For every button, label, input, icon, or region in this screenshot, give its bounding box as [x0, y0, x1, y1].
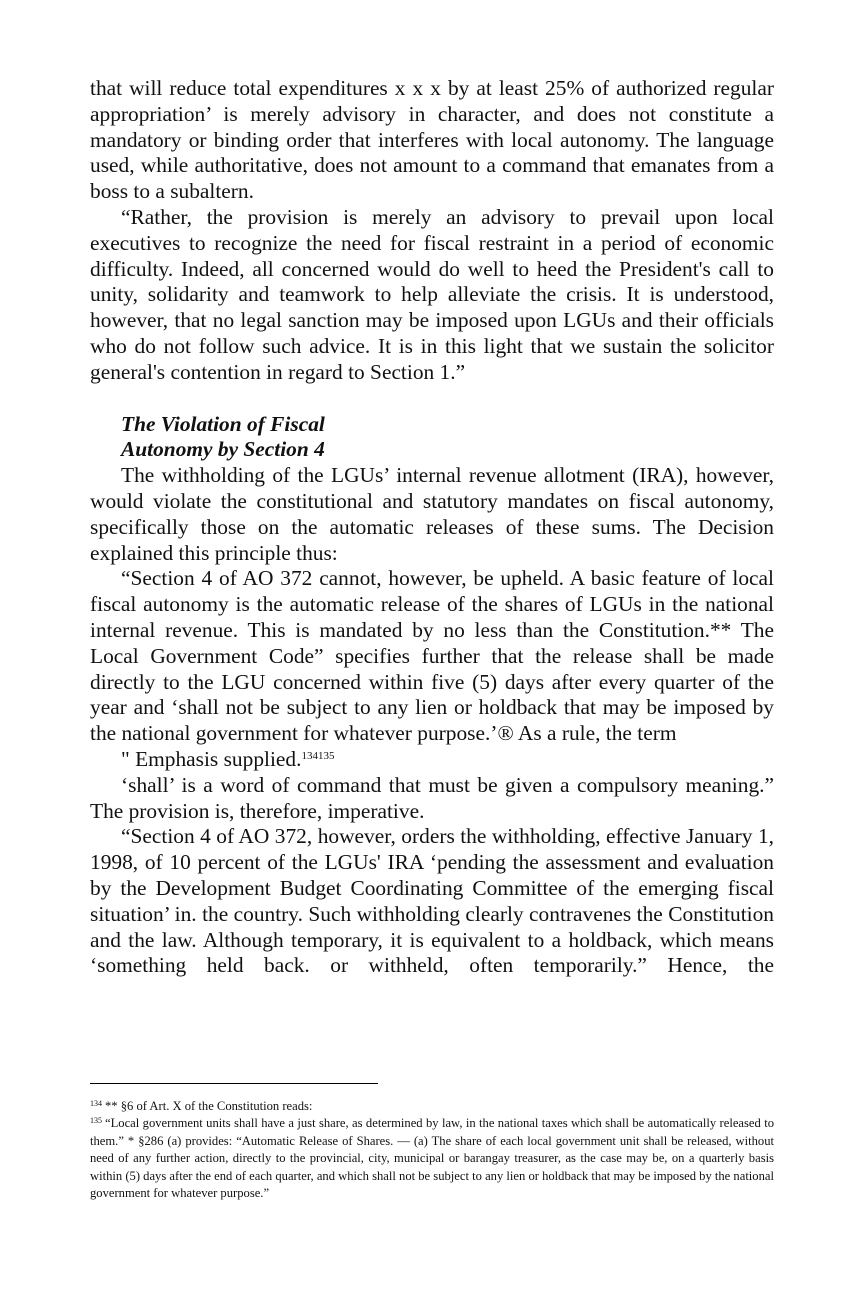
footnotes	[90, 1098, 774, 1202]
section-heading-line-2: Autonomy by Section 4	[121, 437, 325, 462]
paragraph-shall: ‘shall’ is a word of command that must be given a compulsory meaning.” The provision is, therefore, imperative.	[90, 772, 774, 823]
paragraph-advisory: that will reduce total expenditures x x x by at least 25% of authorized regular appropriation’ is merely advisory in character, and does not constitute a mandatory or binding order that interferes with local autonomy. The language used, while authoritative, does not amount to a command that emanates from a boss to a subaltern.	[90, 76, 774, 204]
paragraph-withholding: The withholding of the LGUs’ internal revenue allotment (IRA), however, would violate the constitutional and statutory mandates on fiscal autonomy, specifically those on the automatic releases of these sums. The Decision explained this principle thus:	[90, 463, 774, 565]
paragraph-emphasis-supplied	[90, 747, 774, 773]
footnote-text: ** §6 of Art. X of the Constitution reads:	[105, 1099, 313, 1113]
footnote-reference[interactable]: 134135	[301, 749, 335, 762]
emphasis-supplied-text: " Emphasis supplied.	[121, 746, 302, 771]
paragraph-withholding-order: “Section 4 of AO 372, however, orders the withholding, effective January 1, 1998, of 10 percent of the LGUs' IRA ‘pending the assessment and evaluation by the Development Budget Coordinating Committee of the emerging fiscal situation’ in. the country. Such withholding clearly contravenes the Constitution and the law. Although temporary, it is equivalent to a holdback, which means ‘something held back. or withheld, often temporarily.” Hence, the	[90, 824, 774, 978]
paragraph-rather: “Rather, the provision is merely an advisory to prevail upon local executives to recognize the need for fiscal restraint in a period of economic difficulty. Indeed, all concerned would do well to heed the President's call to unity, solidarity and teamwork to help alleviate the crisis. It is understood, however, that no legal sanction may be imposed upon LGUs and their officials who do not follow such advice. It is in this light that we sustain the solicitor general's contention in regard to Section 1.”	[90, 204, 774, 384]
footnote-135	[90, 1115, 774, 1202]
footnote-number: 135	[90, 1116, 102, 1126]
footnote-text: “Local government units shall have a just share, as determined by law, in the national taxes which shall be automatically released to them.” * §286 (a) provides: “Automatic Release of Shares. — (a) The share of each local government unit shall be released, without need of any further action, directly to the provincial, city, municipal or barangay treasurer, as the case may be, on a quarterly basis within (5) days after the end of each quarter, and which shall not be subject to any lien or holdback that may be imposed by the national government for whatever purpose.”	[90, 1116, 774, 1201]
section-heading	[121, 412, 774, 464]
footnote-134	[90, 1098, 774, 1115]
section-heading-line-1: The Violation of Fiscal	[121, 411, 325, 436]
paragraph-section-4-quote: “Section 4 of AO 372 cannot, however, be upheld. A basic feature of local fiscal autonomy is the automatic release of the shares of LGUs in the national internal revenue. This is mandated by no less than the Constitution.** The Local Government Code” specifies further that the release shall be made directly to the LGU concerned within five (5) days after every quarter of the year and ‘shall not be subject to any lien or holdback that may be imposed by the national government for whatever purpose.’® As a rule, the term	[90, 566, 774, 746]
footnote-number: 134	[90, 1099, 102, 1108]
footnote-divider	[90, 1083, 378, 1084]
page-body	[90, 76, 774, 979]
